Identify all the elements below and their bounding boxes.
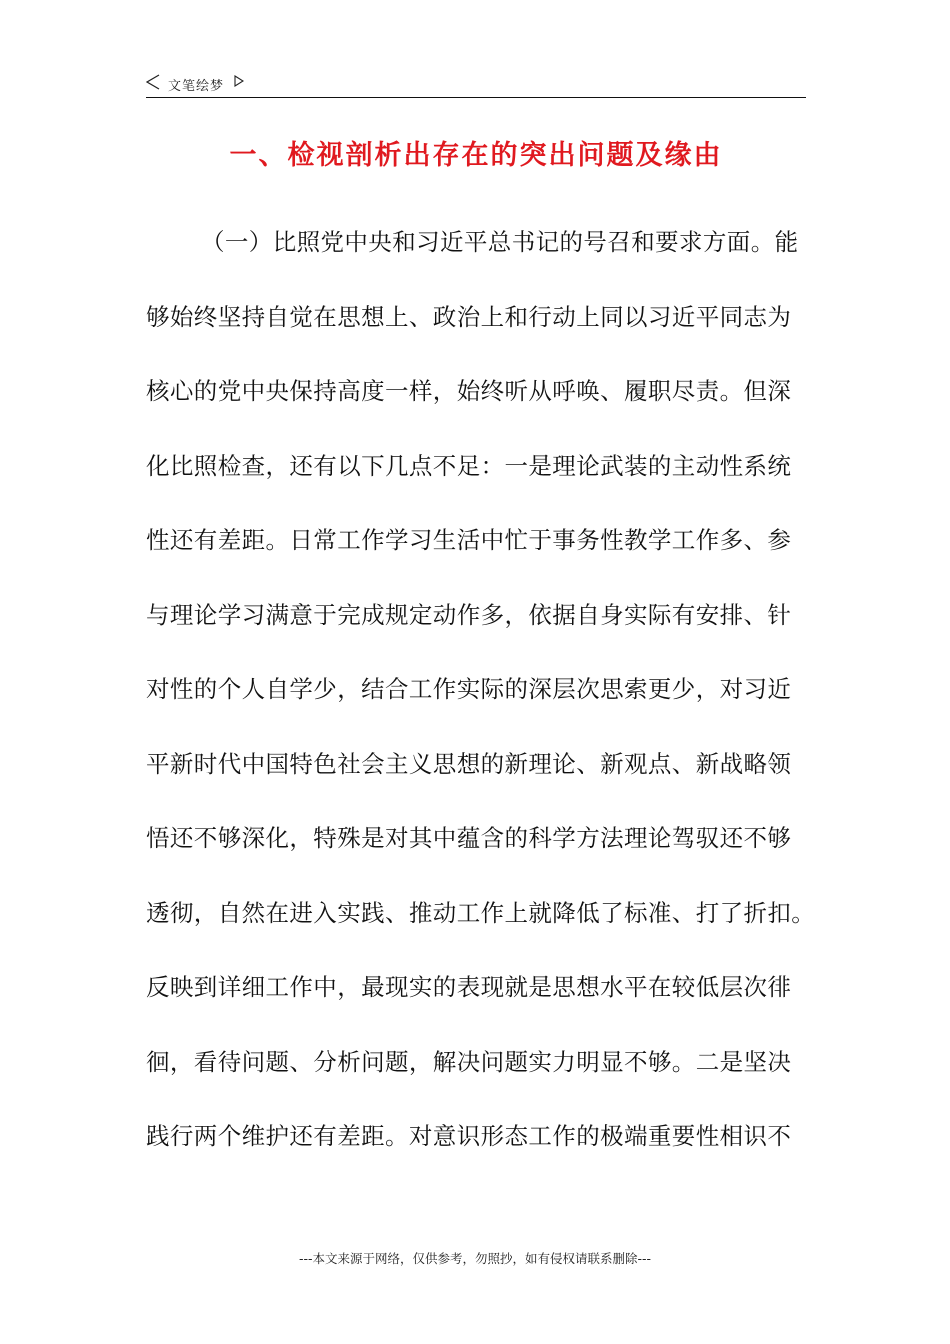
section-title: 一、检视剖析出存在的突出问题及缘由 [229, 140, 723, 171]
body-paragraph [146, 220, 816, 1189]
text-line: 对性的个人自学少，结合工作实际的深层次思索更少，对习近 [146, 675, 792, 703]
text-line: 反映到详细工作中，最现实的表现就是思想水平在较低层次徘 [146, 973, 792, 1001]
text-line: 核心的党中央保持高度一样，始终听从呼唤、履职尽责。但深 [146, 377, 792, 405]
text-line: 化比照检查，还有以下几点不足：一是理论武装的主动性系统 [146, 451, 792, 480]
text-line: 平新时代中国特色社会主义思想的新理论、新观点、新战略领 [146, 749, 792, 778]
text-line: 悟还不够深化，特殊是对其中蕴含的科学方法理论驾驭还不够 [146, 824, 792, 852]
header-brand: 文笔绘梦 [168, 79, 225, 94]
text-line: 性还有差距。日常工作学习生活中忙于事务性教学工作多、参 [146, 526, 792, 554]
text-line: 践行两个维护还有差距。对意识形态工作的极端重要性相识不 [146, 1122, 792, 1150]
page-header [146, 72, 806, 98]
right-triangle-icon [234, 75, 244, 87]
text-line: 够始终坚持自觉在思想上、政治上和行动上同以习近平同志为 [146, 302, 792, 331]
header-divider [146, 97, 806, 98]
left-triangle-icon [146, 74, 160, 90]
page-footer: ---本文来源于网络，仅供参考，勿照抄，如有侵权请联系删除--- [298, 1251, 652, 1266]
text-line: 与理论学习满意于完成规定动作多，依据自身实际有安排、针 [146, 600, 792, 629]
text-line: （一）比照党中央和习近平总书记的号召和要求方面。能 [201, 228, 799, 256]
text-line: 透彻，自然在进入实践、推动工作上就降低了标准、打了折扣。 [146, 898, 816, 927]
text-line: 徊，看待问题、分析问题，解决问题实力明显不够。二是坚决 [146, 1047, 792, 1076]
